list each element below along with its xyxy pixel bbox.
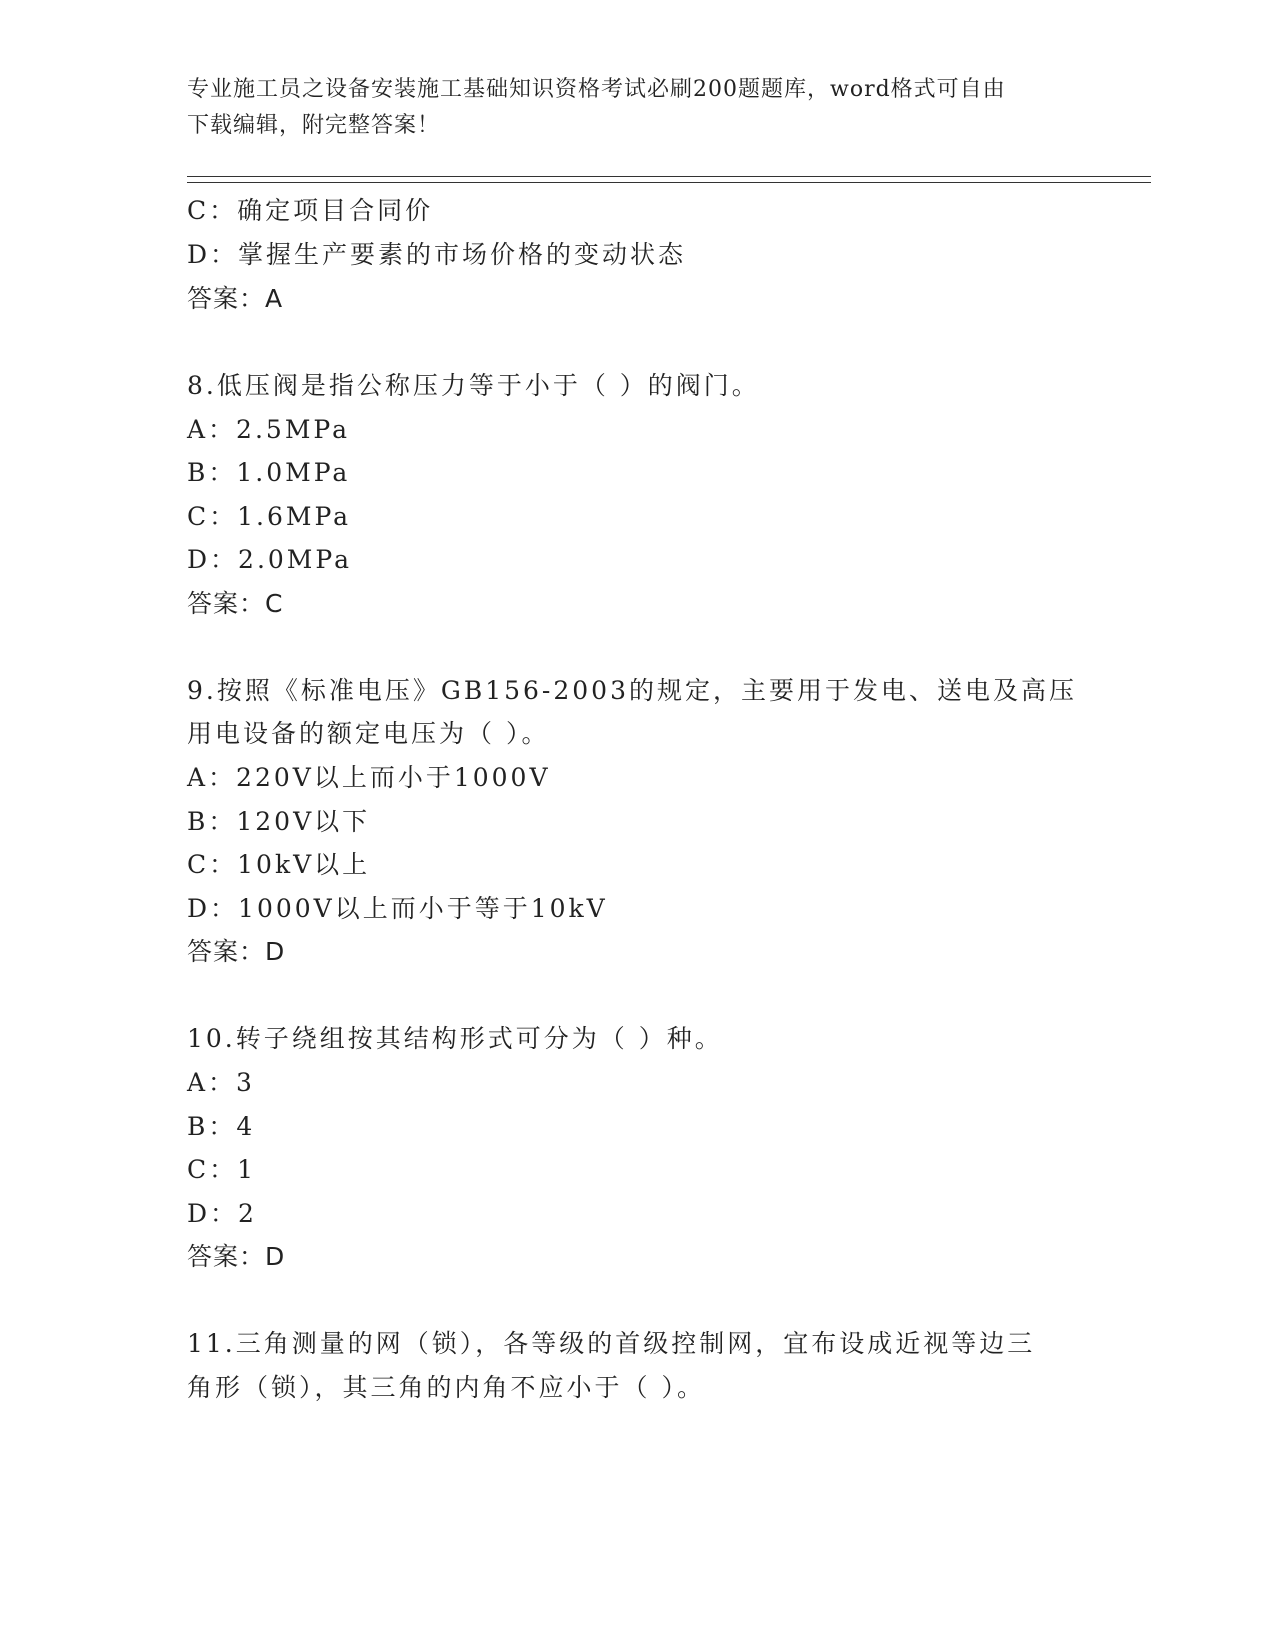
q10-option-d: D：2	[187, 1199, 257, 1228]
q10-option-a: A：3	[187, 1068, 255, 1097]
q9-stem-line-1: 9.按照《标准电压》GB156-2003的规定，主要用于发电、送电及高压	[187, 676, 1077, 705]
q10-stem: 10.转子绕组按其结构形式可分为（ ）种。	[187, 1024, 723, 1053]
q9-option-d: D：1000V以上而小于等于10kV	[187, 894, 608, 923]
q9-option-a: A：220V以上而小于1000V	[187, 763, 551, 792]
q9-stem-line-2: 用电设备的额定电压为（ ）。	[187, 719, 550, 748]
q9-option-c: C：10kV以上	[187, 850, 371, 879]
document-header	[187, 72, 1067, 144]
header-line-2: 下载编辑，附完整答案！	[187, 113, 441, 138]
q9-option-b: B：120V以下	[187, 807, 371, 836]
q8-stem: 8.低压阀是指公称压力等于小于（ ）的阀门。	[187, 371, 760, 400]
prev-option-c: C：确定项目合同价	[187, 196, 434, 225]
header-line-1: 专业施工员之设备安装施工基础知识资格考试必刷200题题库，word格式可自由	[187, 77, 1006, 102]
prev-option-d: D：掌握生产要素的市场价格的变动状态	[187, 240, 687, 269]
q8-option-a: A：2.5MPa	[187, 415, 351, 444]
q11-stem-line-2: 角形（锁），其三角的内角不应小于（ ）。	[187, 1373, 705, 1402]
q8-option-d: D：2.0MPa	[187, 545, 353, 574]
q11-stem-line-1: 11.三角测量的网（锁），各等级的首级控制网，宜布设成近视等边三	[187, 1329, 1036, 1358]
q9-answer: 答案：D	[187, 937, 286, 966]
q10-answer: 答案：D	[187, 1242, 286, 1271]
q8-option-c: C：1.6MPa	[187, 502, 352, 531]
prev-answer: 答案：A	[187, 284, 284, 313]
header-divider-bottom	[187, 182, 1151, 183]
header-divider-top	[187, 176, 1151, 177]
q10-option-b: B：4	[187, 1112, 256, 1141]
q8-answer: 答案：C	[187, 589, 284, 618]
q8-option-b: B：1.0MPa	[187, 458, 351, 487]
q10-option-c: C：1	[187, 1155, 257, 1184]
